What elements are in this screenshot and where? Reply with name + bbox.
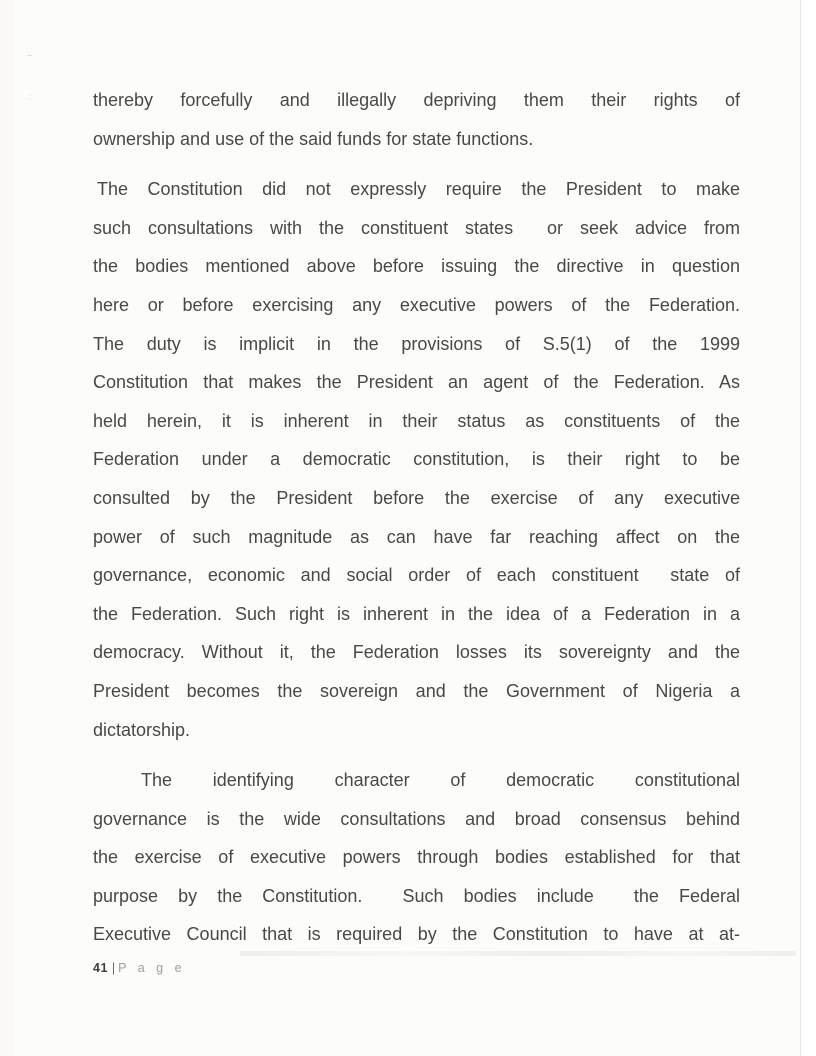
footer-page-word: P a g e <box>118 961 186 975</box>
text-line: The identifying character of democratic constitutional <box>141 770 740 791</box>
scan-artifact: ~ <box>27 51 33 62</box>
text-line: such consultations with the constituent states or seek advice from <box>93 217 740 238</box>
text-line: Executive Council that is required by the Constitution to have at at- <box>93 924 740 945</box>
text-line: President becomes the sovereign and the Government of Nigeria a <box>93 680 740 701</box>
scan-artifact: : <box>29 92 32 103</box>
text-line: the bodies mentioned above before issuing the directive in question <box>93 256 740 277</box>
text-line: held herein, it is inherent in their status as constituents of the <box>93 410 740 431</box>
text-line: here or before exercising any executive powers of the Federation. <box>93 294 740 315</box>
paragraph <box>93 761 740 954</box>
text-line: dictatorship. <box>93 719 191 740</box>
page-footer <box>93 960 186 976</box>
page-right-edge-area <box>801 0 816 1056</box>
text-line: The Constitution did not expressly require the President to make <box>97 179 740 200</box>
paragraph <box>93 170 740 749</box>
page-left-edge-shade <box>0 0 15 1056</box>
document-body <box>93 81 740 966</box>
footer-separator: | <box>111 961 116 975</box>
text-line: ownership and use of the said funds for state functions. <box>93 128 534 149</box>
text-line: The duty is implicit in the provisions of S.5(1) of the 1999 <box>93 333 740 354</box>
text-line: Federation under a democratic constitution, is their right to be <box>93 449 740 470</box>
text-line: thereby forcefully and illegally depriving them their rights of <box>93 90 740 110</box>
text-line: purpose by the Constitution. Such bodies include the Federal <box>93 885 740 906</box>
page-number: 41 <box>93 961 108 975</box>
text-line: consulted by the President before the exercise of any executive <box>93 487 740 508</box>
text-line: democracy. Without it, the Federation losses its sovereignty and the <box>93 642 740 663</box>
paragraph <box>93 81 740 158</box>
text-line: power of such magnitude as can have far reaching affect on the <box>93 526 740 547</box>
text-line: the Federation. Such right is inherent in the idea of a Federation in a <box>93 603 740 624</box>
text-line: governance, economic and social order of each constituent state of <box>93 565 740 586</box>
text-line: governance is the wide consultations and broad consensus behind <box>93 808 740 829</box>
text-line: Constitution that makes the President an agent of the Federation. As <box>93 372 740 393</box>
text-line: the exercise of executive powers through bodies established for that <box>93 847 740 868</box>
